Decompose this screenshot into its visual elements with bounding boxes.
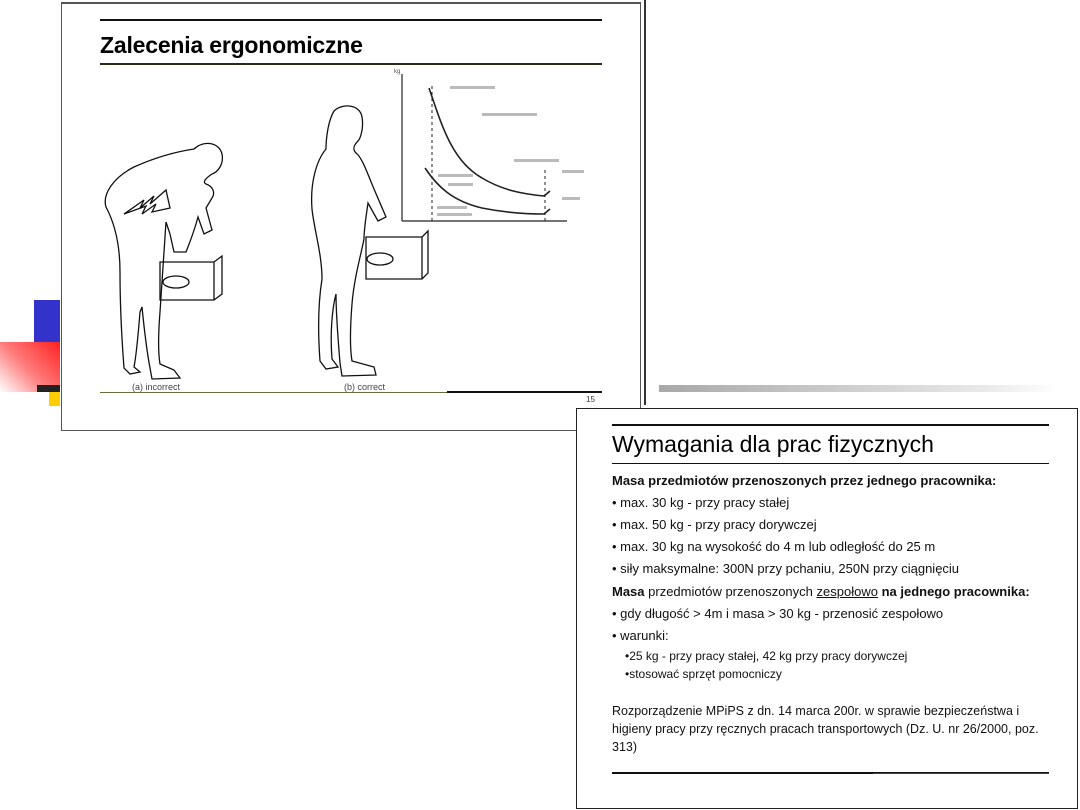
slide-ergonomic-recommendations <box>61 2 641 431</box>
slide-physical-work-requirements <box>576 408 1078 809</box>
section-heading-team <box>612 584 1030 599</box>
page-number: 15 <box>586 395 595 404</box>
caption-correct: (b) correct <box>344 382 386 392</box>
graph-y-axis-label: kg <box>394 69 401 75</box>
graph-blurred-labels <box>437 86 584 216</box>
box-outline <box>366 231 428 279</box>
heading-part: przedmiotów przenoszonych <box>644 584 817 599</box>
list-item: • max. 50 kg - przy pracy dorywczej <box>612 517 817 532</box>
heading-part-underlined: zespołowo <box>816 584 878 599</box>
list-item: • warunki: <box>612 628 669 643</box>
heading-part: na jednego pracownika: <box>877 584 1030 599</box>
list-item: • max. 30 kg - przy pracy stałej <box>612 495 790 510</box>
title-bottom-rule <box>612 463 1049 464</box>
footer-rule-thin <box>873 773 1049 774</box>
list-item: • gdy długość > 4m i masa > 30 kg - przenosić zespołowo <box>612 606 944 621</box>
hand-grip <box>163 276 189 288</box>
list-item: • siły maksymalne: 300N przy pchaniu, 250N przy ciągnięciu <box>612 561 960 576</box>
caption-incorrect: (a) incorrect <box>132 382 181 392</box>
upper-limit-curve <box>429 88 550 196</box>
slide-title: Wymagania dla prac fizycznych <box>612 431 934 457</box>
title-top-rule <box>612 424 1049 426</box>
heading-part: Masa <box>612 584 645 599</box>
sub-list-item: •stosować sprzęt pomocniczy <box>625 667 782 681</box>
decorative-blue-block <box>34 300 60 342</box>
hand-grip <box>367 253 393 265</box>
decorative-black-bar <box>37 385 60 392</box>
person-bent-outline <box>105 143 222 379</box>
title-bottom-rule <box>100 63 602 65</box>
slide-title: Zalecenia ergonomiczne <box>100 32 363 58</box>
decorative-vertical-line <box>644 0 646 405</box>
spine-stress-mark <box>124 190 170 214</box>
sub-list-item: •25 kg - przy pracy stałej, 42 kg przy pracy dorywczej <box>625 649 908 663</box>
figure-incorrect-lifting <box>94 122 254 392</box>
section-heading-individual: Masa przedmiotów przenoszonych przez jednego pracownika: <box>612 473 997 488</box>
lifting-limits-graph <box>392 66 592 236</box>
list-item: • max. 30 kg na wysokość do 4 m lub odległość do 25 m <box>612 539 936 554</box>
legal-reference: Rozporządzenie MPiPS z dn. 14 marca 200r. w sprawie bezpieczeństwa i higieny pracy przy ręcznych pracach transportowych (Dz. U. nr 26/2000, poz. 313) <box>612 704 1039 754</box>
decorative-yellow-block <box>49 392 60 406</box>
footer-rule-accent <box>447 391 602 393</box>
decorative-gray-gradient-bar <box>659 385 1059 392</box>
box-outline <box>160 256 222 300</box>
title-top-rule <box>100 19 602 21</box>
person-squat-outline <box>312 106 386 376</box>
